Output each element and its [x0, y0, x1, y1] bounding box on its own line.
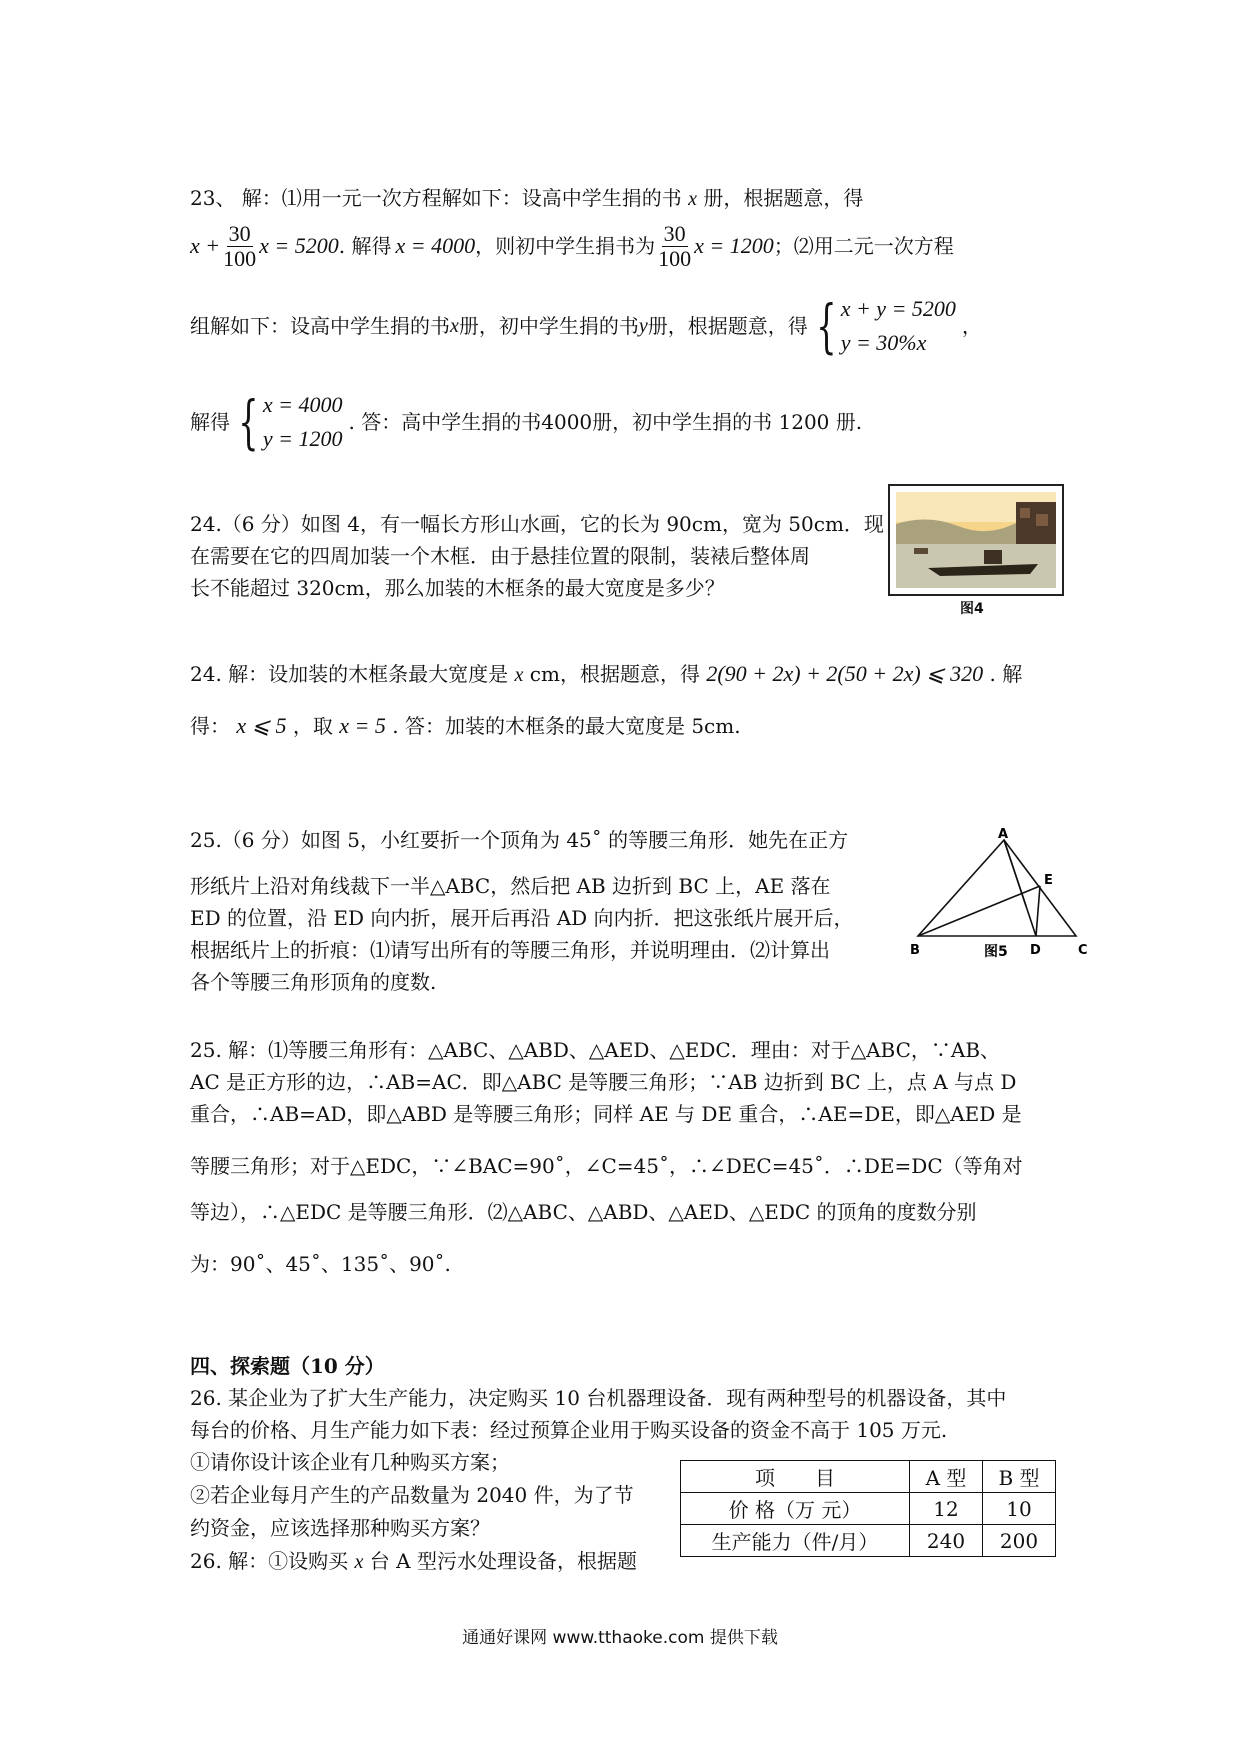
section-4-heading: 四、探索题（10 分） — [190, 1354, 385, 1378]
table-cell: 12 — [910, 1493, 983, 1525]
q25-solution-line: 等腰三角形；对于△EDC，∵∠BAC=90˚，∠C=45˚，∴∠DEC=45˚．∴DE=DC（等角对 — [190, 1154, 1023, 1178]
table-header-row — [681, 1461, 1056, 1493]
q23-expr: x = 5200 — [259, 233, 339, 258]
figure-5-triangle — [900, 826, 1100, 966]
q23-text: 册，初中学生捐的书 — [458, 314, 639, 338]
fraction-denominator: 100 — [223, 245, 257, 271]
table-cell: 生产能力（件/月） — [681, 1525, 910, 1557]
q23-fraction — [223, 222, 256, 271]
vertex-label-d: D — [1030, 943, 1041, 958]
system-row: y = 30%x — [840, 330, 927, 355]
q23-var-x: x — [688, 188, 698, 210]
q24-inequality: 2(90 + 2x) + 2(50 + 2x) ⩽ 320 — [706, 661, 984, 686]
q23-fraction — [658, 222, 691, 271]
q23-text: ；⑵用二元一次方程 — [773, 234, 954, 258]
q25-solution-line: 25. 解：⑴等腰三角形有：△ABC、△ABD、△AED、△EDC．理由：对于△ABC，∵AB、 — [190, 1038, 1001, 1062]
q23-line-1 — [190, 184, 863, 213]
q26-problem-line: ②若企业每月产生的产品数量为 2040 件，为了节 — [190, 1483, 634, 1507]
table-header-cell: A 型 — [910, 1461, 983, 1493]
q23-line-3 — [190, 292, 982, 360]
q23-line-4 — [190, 388, 862, 456]
figure-4-caption: 图4 — [960, 601, 984, 617]
q26-var-x: x — [354, 1551, 364, 1573]
q24-solution-text: ，取 — [292, 714, 333, 738]
q24-value: x = 5 — [339, 713, 386, 738]
q23-text: ，则初中学生捐书为 — [475, 234, 656, 258]
table-row — [681, 1525, 1056, 1557]
q24-problem-line: 长不能超过 320cm，那么加装的木框条的最大宽度是多少？ — [190, 576, 725, 600]
q23-text: 册，根据题意，得 — [647, 314, 808, 338]
figure-5-caption: 图5 — [984, 944, 1008, 960]
fraction-numerator: 30 — [228, 220, 251, 246]
system-row: x = 4000 — [262, 392, 343, 417]
q25-problem-line: 各个等腰三角形顶角的度数. — [190, 970, 437, 994]
q24-solution-text: cm，根据题意，得 — [529, 662, 700, 686]
table-cell: 价 格（万 元） — [681, 1493, 910, 1525]
q23-text: 组解如下：设高中学生捐的书 — [190, 314, 450, 338]
q25-solution-line: 重合，∴AB=AD，即△ABD 是等腰三角形；同样 AE 与 DE 重合，∴AE=DE，即△AED 是 — [190, 1102, 1022, 1126]
figure-4-painting — [888, 484, 1064, 596]
q24-solution-text: . 答：加装的木框条的最大宽度是 5cm. — [392, 714, 741, 738]
q25-problem-line: 根据纸片上的折痕：⑴请写出所有的等腰三角形，并说明理由．⑵计算出 — [190, 938, 830, 962]
q25-solution-line: 等边），∴△EDC 是等腰三角形．⑵△ABC、△ABD、△AED、△EDC 的顶角的度数分别 — [190, 1200, 977, 1224]
q26-solution-text: 台 A 型污水处理设备，根据题 — [369, 1549, 637, 1573]
equipment-table — [680, 1460, 1056, 1557]
q23-text: . 答：高中学生捐的书4000册，初中学生捐的书 1200 册. — [348, 410, 863, 434]
vertex-label-a: A — [998, 827, 1009, 842]
q24-solution-text: . 解 — [989, 662, 1023, 686]
system-row: y = 1200 — [262, 426, 343, 451]
q26-problem-line: 约资金，应该选择那种购买方案？ — [190, 1516, 490, 1540]
fraction-numerator: 30 — [663, 220, 686, 246]
q23-text: ， — [961, 314, 982, 338]
table-cell: 200 — [983, 1525, 1056, 1557]
q23-expr: x = 1200 — [694, 233, 774, 258]
q24-problem-line: 在需要在它的四周加装一个木框．由于悬挂位置的限制，装裱后整体周 — [190, 544, 810, 568]
q23-text: 册，根据题意，得 — [703, 186, 864, 210]
q23-text: 解得 — [190, 410, 230, 434]
vertex-label-b: B — [910, 943, 920, 958]
table-header-cell: 项 目 — [681, 1461, 910, 1493]
equation-system — [808, 292, 956, 360]
q24-var-x: x — [514, 664, 524, 686]
vertex-label-c: C — [1078, 943, 1088, 958]
q24-problem-line: 24.（6 分）如图 4，有一幅长方形山水画，它的长为 90cm，宽为 50cm．现 — [190, 512, 884, 536]
q23-text: . 解得 — [338, 234, 392, 258]
page-footer: 通通好课网 www.tthaoke.com 提供下载 — [462, 1628, 778, 1648]
q24-solution-text: 24. 解：设加装的木框条最大宽度是 — [190, 662, 509, 686]
equation-system — [230, 388, 343, 456]
table-row — [681, 1493, 1056, 1525]
table-header-cell: B 型 — [983, 1461, 1056, 1493]
q26-solution-text: 26. 解：①设购买 — [190, 1549, 349, 1573]
table-cell: 240 — [910, 1525, 983, 1557]
vertex-label-e: E — [1044, 873, 1053, 888]
q25-problem-line: 形纸片上沿对角线裁下一半△ABC，然后把 AB 边折到 BC 上，AE 落在 — [190, 874, 831, 898]
brace-icon: { — [816, 292, 837, 360]
q23-var-y: y — [638, 315, 648, 337]
q25-solution-line: AC 是正方形的边，∴AB=AC．即△ABC 是等腰三角形；∵AB 边折到 BC 上，点 A 与点 D — [190, 1070, 1017, 1094]
system-row: x + y = 5200 — [840, 296, 956, 321]
q24-solution-text: 得： — [190, 714, 230, 738]
q25-problem-line: ED 的位置，沿 ED 向内折，展开后再沿 AD 向内折．把这张纸片展开后， — [190, 906, 854, 930]
table-cell: 10 — [983, 1493, 1056, 1525]
q23-expr: x = 4000 — [395, 233, 476, 258]
q26-solution-line — [190, 1547, 637, 1576]
q25-solution-line: 为：90˚、45˚、135˚、90˚. — [190, 1252, 451, 1276]
q23-var-x: x — [450, 315, 459, 337]
q23-text: 23、 解：⑴用一元一次方程解如下：设高中学生捐的书 — [190, 186, 682, 210]
q25-problem-line: 25.（6 分）如图 5，小红要折一个顶角为 45˚ 的等腰三角形．她先在正方 — [190, 828, 849, 852]
q24-solution-line-1 — [190, 660, 1022, 689]
q23-line-2 — [190, 218, 954, 274]
q23-expr: x + — [190, 233, 221, 258]
q24-solution-line-2 — [190, 712, 741, 740]
fraction-denominator: 100 — [658, 245, 692, 271]
q26-problem-line: 26. 某企业为了扩大生产能力，决定购买 10 台机器理设备．现有两种型号的机器设备，其中 — [190, 1386, 1007, 1410]
brace-icon: { — [238, 388, 259, 456]
q26-problem-line: 每台的价格、月生产能力如下表：经过预算企业用于购买设备的资金不高于 105 万元. — [190, 1418, 948, 1442]
q26-problem-line: ①请你设计该企业有几种购买方案； — [190, 1450, 510, 1474]
q24-inequality: x ⩽ 5 — [236, 713, 287, 738]
